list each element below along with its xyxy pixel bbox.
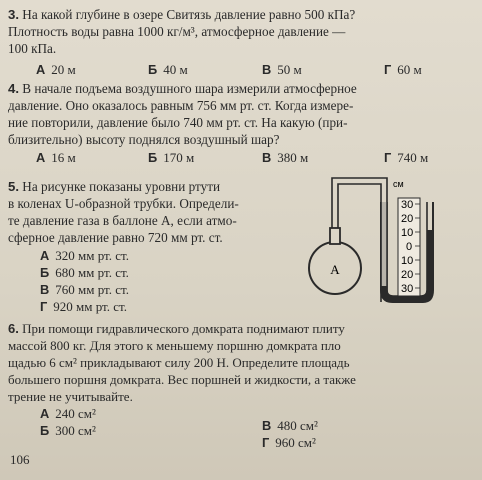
question-6-line-3: щадью 6 см² прикладывают силу 200 Н. Определите площадь [8, 355, 350, 370]
page-number: 106 [10, 452, 30, 467]
question-5-line-2: в коленах U-образной трубки. Определи- [8, 196, 239, 211]
q6-option-d: Г 960 см² [262, 435, 316, 450]
question-3-line-2: Плотность воды равна 1000 кг/м³, атмосферное давление — [8, 24, 346, 39]
q4-option-c: В 380 м [262, 150, 309, 165]
question-5-text-1: На рисунке показаны уровни ртути [22, 179, 221, 194]
scale-label-20-bottom: 20 [401, 269, 414, 281]
q6-option-b: Б 300 см² [40, 423, 96, 438]
question-4-line-3: ние повторили, давление было 740 мм рт. ст. На какую (при- [8, 115, 348, 130]
question-5-line-3: те давление газа в баллоне А, если атмо- [8, 213, 237, 228]
q3-option-d: Г 60 м [384, 62, 422, 77]
question-4-number: 4. [8, 81, 19, 96]
scale-label-0: 0 [406, 241, 413, 253]
q4-option-a: А 16 м [36, 150, 76, 165]
flask-neck [330, 228, 340, 244]
question-3-number: 3. [8, 7, 19, 22]
question-6 [8, 320, 474, 405]
question-6-text-1: При помощи гидравлического домкрата поднимают плиту [22, 321, 345, 336]
question-3-line-1 [8, 6, 474, 23]
left-tube-shade [381, 202, 387, 286]
q3-option-c: В 50 м [262, 62, 302, 77]
question-3-text-1: На какой глубине в озере Свитязь давление равно 500 кПа? [22, 7, 356, 22]
q4-option-b: Б 170 м [148, 150, 195, 165]
flask-label: А [330, 262, 340, 277]
q6-option-c: В 480 см² [262, 418, 318, 433]
q5-option-c: В 760 мм рт. ст. [40, 282, 129, 297]
q3-option-a: А 20 м [36, 62, 76, 77]
q5-option-d: Г 920 мм рт. ст. [40, 299, 127, 314]
question-6-line-5: трение не учитывайте. [8, 389, 133, 404]
question-3-line-3: 100 кПа. [8, 41, 57, 56]
scale-label-10-top: 10 [401, 227, 414, 239]
question-5-line-4: сферное давление равно 720 мм рт. ст. [8, 230, 223, 245]
question-6-number: 6. [8, 321, 19, 336]
question-6-line-2: массой 800 кг. Для этого к меньшему поршню домкрата пло [8, 338, 341, 353]
q4-option-d: Г 740 м [384, 150, 429, 165]
scale-unit-label: см [393, 179, 404, 189]
question-4 [8, 80, 474, 148]
q5-option-a: А 320 мм рт. ст. [40, 248, 129, 263]
scale-label-20-top: 20 [401, 213, 414, 225]
question-4-text-1: В начале подъема воздушного шара измерили атмосферное [22, 81, 357, 96]
scale-label-10-bottom: 10 [401, 255, 414, 267]
manometer-figure [305, 170, 455, 335]
question-5-number: 5. [8, 179, 19, 194]
q5-option-b: Б 680 мм рт. ст. [40, 265, 129, 280]
scale-label-30-bottom: 30 [401, 283, 414, 295]
question-4-line-1 [8, 80, 474, 97]
question-5 [8, 178, 292, 246]
question-5-line-1 [8, 178, 292, 195]
q6-option-a: А 240 см² [40, 406, 96, 421]
scale-label-30-top: 30 [401, 199, 414, 211]
question-4-line-2: давление. Оно оказалось равным 756 мм рт. ст. Когда измере- [8, 98, 354, 113]
question-6-line-4: большего поршня домкрата. Вес поршней и жидкости, а также [8, 372, 356, 387]
question-4-line-4: близительно) высоту поднялся воздушный шар? [8, 132, 280, 147]
question-6-line-1 [8, 320, 474, 337]
q3-option-b: Б 40 м [148, 62, 188, 77]
question-3 [8, 6, 474, 57]
